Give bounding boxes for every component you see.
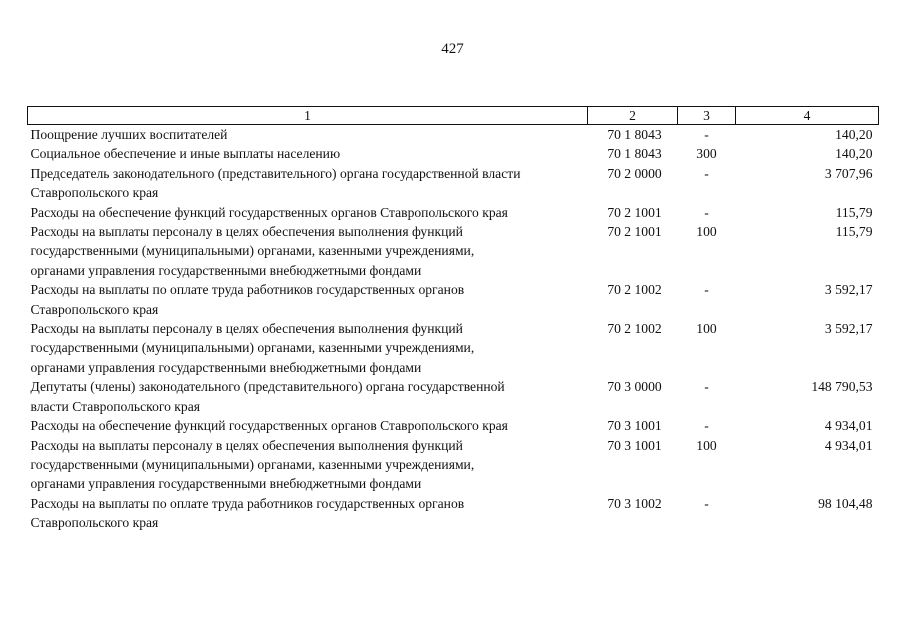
page-number: 427 [441,41,464,57]
table-body [28,125,879,533]
row-type: - [704,165,709,181]
row-amount: 3 707,96 [824,165,873,181]
row-name: Расходы на выплаты персоналу в целях обеспечения выполнения функций государственными (муниципальными) органами, казенными учреждениями, органами управления государственными внебюджетными фондами [30,224,475,278]
row-type: 100 [696,224,717,240]
table-row [28,436,879,494]
row-amount: 140,20 [835,146,873,162]
row-type: - [704,282,709,298]
row-code: 70 1 8043 [607,127,662,142]
row-type: - [704,204,709,220]
row-amount: 4 934,01 [824,418,873,434]
row-name: Поощрение лучших воспитателей [30,127,228,142]
row-name: Расходы на выплаты персоналу в целях обеспечения выполнения функций государственными (муниципальными) органами, казенными учреждениями, органами управления государственными внебюджетными фондами [30,437,475,492]
table-header [28,107,879,125]
row-code: 70 3 1001 [607,437,662,453]
table-row [28,494,879,533]
header-cell-code: 2 [588,107,678,125]
header-cell-name: 1 [28,107,588,125]
row-code: 70 3 0000 [607,379,662,395]
budget-table [27,106,879,533]
row-name: Расходы на выплаты персоналу в целях обеспечения выполнения функций государственными (муниципальными) органами, казенными учреждениями, органами управления государственными внебюджетными фондами [30,321,475,375]
row-code: 70 2 1002 [607,321,662,337]
row-amount: 148 790,53 [811,379,873,395]
row-code: 70 1 8043 [607,146,662,162]
row-code: 70 3 1002 [607,495,662,511]
table-row [28,377,879,416]
row-code: 70 2 1001 [607,204,662,220]
row-name: Депутаты (члены) законодательного (представительного) органа государственной власти Ставропольского края [30,379,505,414]
row-type: 300 [696,146,717,162]
row-name: Расходы на выплаты по оплате труда работников государственных органов Ставропольского края [30,495,465,531]
row-type: - [704,495,709,511]
row-name: Расходы на обеспечение функций государственных органов Ставропольского края [30,204,508,220]
row-type: 100 [696,437,717,453]
row-amount: 98 104,48 [818,495,873,511]
row-name: Расходы на выплаты по оплате труда работников государственных органов Ставропольского края [30,282,465,317]
row-name: Председатель законодательного (представительного) органа государственной власти Ставропольского края [30,165,521,201]
table-row [28,319,879,377]
row-code: 70 3 1001 [607,418,662,434]
row-name: Социальное обеспечение и иные выплаты населению [30,146,341,162]
header-row [28,107,879,125]
table-row [28,164,879,203]
row-amount: 3 592,17 [824,321,873,337]
header-cell-type: 3 [678,107,736,125]
row-type: - [704,127,709,142]
table-row [28,144,879,163]
table-row [28,280,879,319]
table-row [28,222,879,280]
row-amount: 4 934,01 [824,437,873,453]
row-code: 70 2 0000 [607,165,662,181]
row-amount: 115,79 [835,204,873,220]
row-amount: 140,20 [835,127,873,142]
table-row [28,203,879,222]
table-row [28,125,879,145]
row-code: 70 2 1002 [607,282,662,298]
row-name: Расходы на обеспечение функций государственных органов Ставропольского края [30,418,508,434]
row-amount: 3 592,17 [824,282,873,298]
table-row [28,416,879,435]
row-amount: 115,79 [835,224,873,240]
header-cell-amount: 4 [736,107,879,125]
row-code: 70 2 1001 [607,224,662,240]
row-type: 100 [696,321,717,337]
row-type: - [704,418,709,434]
row-type: - [704,379,709,395]
